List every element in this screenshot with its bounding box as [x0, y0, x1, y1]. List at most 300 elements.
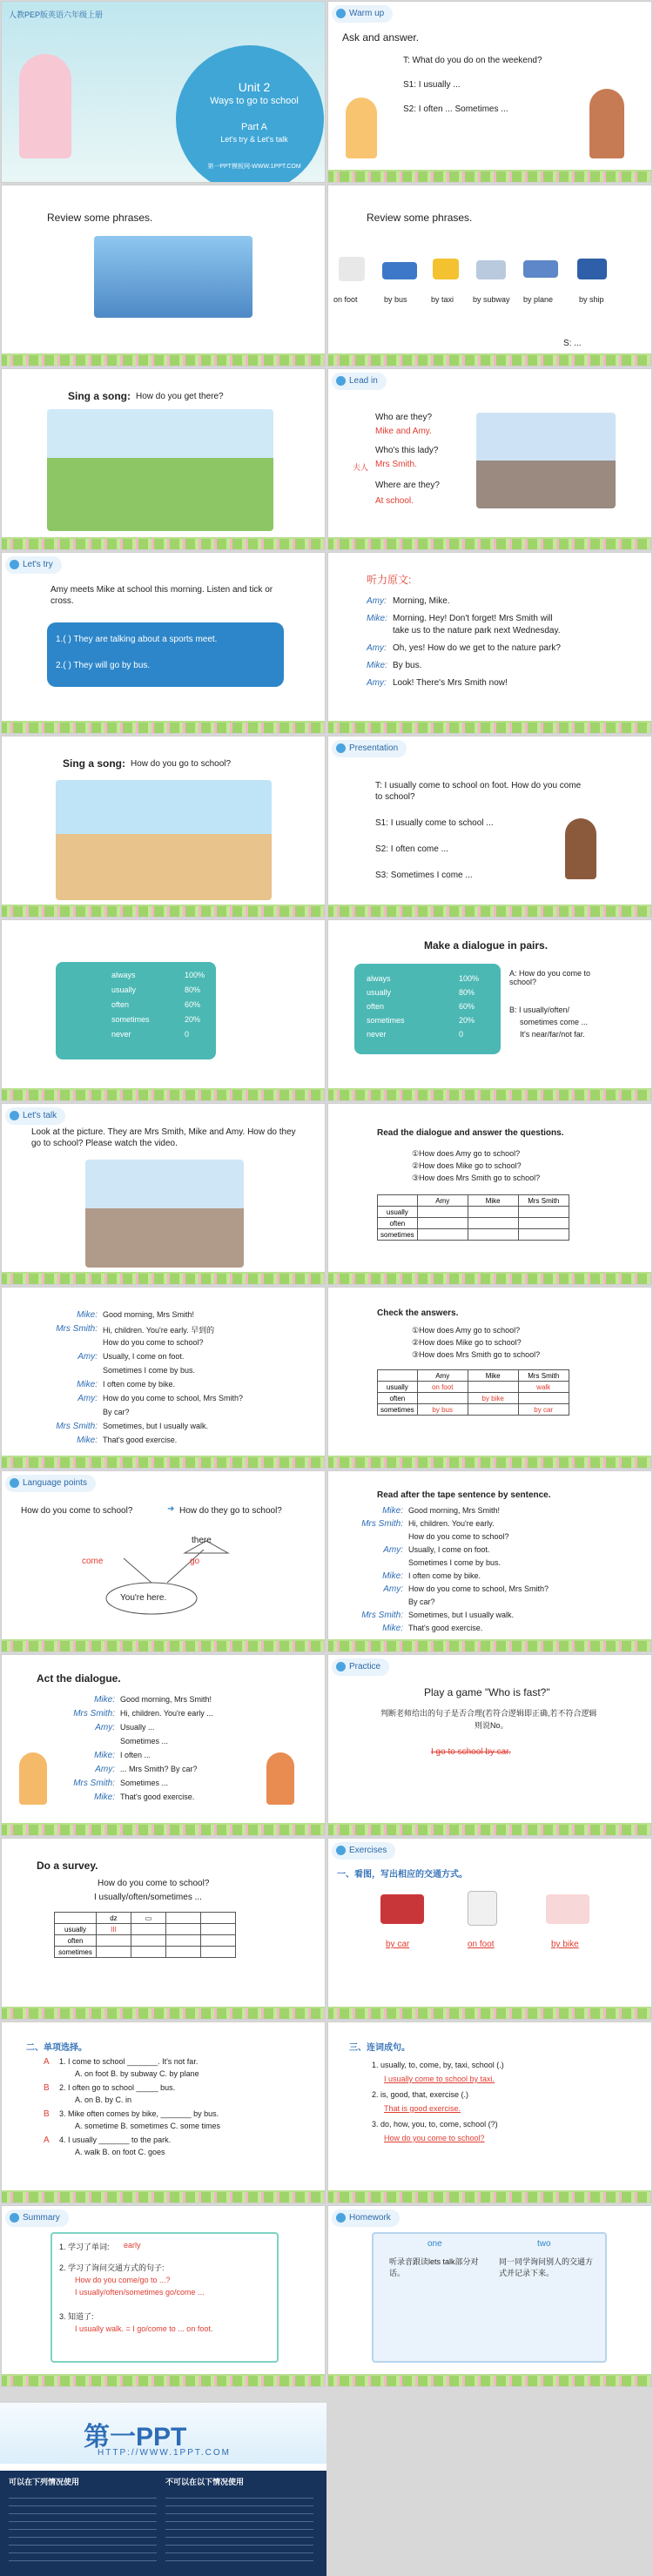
readq-q3: ③How does Mrs Smith go to school? — [412, 1174, 541, 1182]
dialogue-line: Sometimes I come by bus. — [103, 1366, 196, 1375]
choice-section: 二、单项选择。 — [26, 2043, 87, 2053]
check-head-1: Amy — [417, 1370, 468, 1382]
dialogue-speaker: Mike: — [94, 1751, 115, 1760]
grass-border — [328, 1823, 651, 1835]
choice-ans-1: A — [44, 2057, 50, 2067]
footer-url[interactable]: HTTP://WWW.1PPT.COM — [98, 2448, 231, 2458]
cover-source: 第一PPT模板网-WWW.1PPT.COM — [207, 164, 301, 170]
open-book — [372, 2232, 607, 2363]
summary-p2: 2. 学习了询问交通方式的句子: — [59, 2263, 165, 2272]
warmup-teacher-line: T: What do you do on the weekend? — [403, 56, 542, 65]
leadin-tag: Lead in — [332, 373, 387, 390]
pairs-freq-0: always — [367, 974, 391, 983]
subway-icon — [476, 260, 506, 279]
leadin-a1: Mike and Amy. — [375, 427, 432, 436]
freq-pct-4: 0 — [185, 1030, 190, 1039]
practice-tag: Practice — [332, 1658, 389, 1676]
act-title: Act the dialogue. — [37, 1672, 121, 1685]
survey-slide[interactable] — [1, 1838, 326, 2020]
grass-border — [328, 2374, 651, 2386]
script-speaker-2: Mike: — [367, 614, 387, 623]
pairs-freq-4: never — [367, 1030, 387, 1039]
dialogue-line: By car? — [103, 1408, 130, 1416]
script-speaker-1: Amy: — [367, 596, 387, 606]
grass-border — [2, 721, 325, 733]
foot-icon — [468, 1891, 497, 1926]
practice-rule-2: 则说No。 — [475, 1721, 508, 1730]
tape-title: Read after the tape sentence by sentence. — [377, 1490, 551, 1500]
readq-row-2: sometimes — [378, 1229, 418, 1241]
letstalk-intro: Look at the picture. They are Mrs Smith, Mike and Amy. How do they go to school? Please watch the video. — [31, 1127, 296, 1148]
check-r1-2 — [468, 1382, 518, 1393]
script-line-5: Look! There's Mrs Smith now! — [393, 678, 508, 688]
dialogue-line: Usually ... — [120, 1723, 155, 1732]
lang-go: go — [190, 1557, 200, 1566]
footer-allowed-heading: 可以在下列情况使用 — [9, 2478, 80, 2486]
letstry-box — [47, 622, 284, 687]
grass-border — [2, 2374, 325, 2386]
presentation-teacher-line: T: I usually come to school on foot. How do you come to school? — [375, 781, 582, 802]
dialogue-speaker: Mike: — [77, 1310, 98, 1320]
dialogue-speaker: Mike: — [382, 1624, 403, 1633]
check-answers-slide[interactable] — [327, 1287, 652, 1469]
grass-border — [2, 1272, 325, 1284]
warmup-tag: Warm up — [332, 5, 393, 23]
letstry-item-2: 2.( ) They will go by bus. — [56, 661, 151, 670]
grass-border — [2, 537, 325, 549]
check-head-0 — [378, 1370, 418, 1382]
check-r3-2 — [468, 1404, 518, 1416]
presentation-tag: Presentation — [332, 740, 407, 757]
choice-q4-options: A. walk B. on foot C. goes — [75, 2148, 165, 2156]
survey-row-0: usually — [55, 1924, 97, 1935]
check-q1: ①How does Amy go to school? — [412, 1326, 521, 1335]
dialogue-line: Good morning, Mrs Smith! — [408, 1506, 501, 1515]
pairs-b-line-3: It's near/far/not far. — [520, 1030, 585, 1039]
ship-icon — [577, 259, 607, 279]
readq-title: Read the dialogue and answer the questions. — [377, 1128, 564, 1138]
song2-label: Sing a song: — [63, 757, 125, 770]
language-points-slide[interactable] — [1, 1470, 326, 1652]
dialogue-speaker: Mike: — [382, 1506, 403, 1516]
grass-border — [328, 905, 651, 917]
dialogue-speaker: Mrs Smith: — [56, 1422, 98, 1431]
review-slide-2[interactable] — [327, 185, 652, 367]
script-line-3: Oh, yes! How do we get to the nature park? — [393, 643, 561, 653]
footer-brand: 第一PPT — [84, 2423, 187, 2452]
pairs-pct-1: 80% — [459, 988, 475, 997]
dialogue-line: Hi, children. You're early. 早到的 — [103, 1326, 215, 1335]
lang-here: You're here. — [120, 1593, 167, 1603]
phrase-5: by ship — [579, 295, 604, 304]
dialogue-speaker: Amy: — [77, 1352, 98, 1362]
phrase-3: by subway — [473, 295, 510, 304]
bus-icon — [382, 262, 417, 279]
freq-word-2: often — [111, 1000, 130, 1009]
cover-part: Part A — [241, 122, 267, 132]
dialogue-speaker: Mike: — [382, 1571, 403, 1581]
readq-row-1: often — [378, 1218, 418, 1229]
lang-come: come — [82, 1557, 104, 1566]
pairs-a-line: A: How do you come to school? — [509, 969, 591, 986]
act-slide[interactable] — [1, 1654, 326, 1836]
readq-table — [377, 1194, 569, 1241]
song2-question: How do you go to school? — [131, 759, 232, 769]
warmup-title: Ask and answer. — [342, 31, 420, 44]
exercise-answer-2: on foot — [468, 1940, 495, 1949]
song2-video[interactable] — [56, 780, 272, 900]
summary-p3: 3. 知道了: — [59, 2312, 94, 2321]
dialogue-speaker: Mike: — [94, 1792, 115, 1802]
lang-q2: How do they go to school? — [179, 1506, 282, 1516]
pairs-pct-4: 0 — [459, 1030, 464, 1039]
reorder-a2: That is good exercise. — [384, 2104, 461, 2113]
song1-question: How do you get there? — [136, 392, 224, 401]
review-slide-1[interactable] — [1, 185, 326, 367]
dialogue-line: Hi, children. You're early ... — [120, 1709, 213, 1718]
pairs-pct-3: 20% — [459, 1016, 475, 1025]
freq-pct-0: 100% — [185, 971, 205, 979]
letstry-item-1: 1.( ) They are talking about a sports meet. — [56, 635, 218, 644]
dialogue-speaker: Mrs Smith: — [56, 1324, 98, 1334]
letstalk-tag: Let's talk — [5, 1107, 65, 1125]
grass-border — [328, 1272, 651, 1284]
choice-q4: 4. I usually _______ to the park. — [59, 2135, 172, 2144]
dialogue-line: Good morning, Mrs Smith! — [103, 1310, 195, 1319]
song1-label: Sing a song: — [68, 390, 131, 402]
grass-border — [328, 537, 651, 549]
footer-disallowed-heading: 不可以在以下情况使用 — [165, 2478, 245, 2486]
readq-head-3: Mrs Smith — [518, 1195, 569, 1207]
dialogue-line: Usually, I come on foot. — [103, 1352, 185, 1361]
dialogue-line: I often come by bike. — [103, 1380, 176, 1389]
lang-tag: Language points — [5, 1475, 96, 1492]
tape-slide[interactable] — [327, 1470, 652, 1652]
freq-word-0: always — [111, 971, 136, 979]
dialogue-line: How do you come to school? — [103, 1338, 204, 1347]
choice-q1-options: A. on foot B. by subway C. by plane — [75, 2069, 199, 2078]
cover-part-sub: Let's try & Let's talk — [220, 135, 288, 144]
letstalk-video[interactable] — [85, 1160, 244, 1268]
pairs-title: Make a dialogue in pairs. — [424, 939, 549, 952]
grass-border — [2, 353, 325, 366]
dialogue-line: That's good exercise. — [408, 1624, 483, 1632]
car-icon — [380, 1894, 424, 1924]
script-line-4: By bus. — [393, 661, 422, 670]
dialogue-line: How do you come to school? — [408, 1532, 509, 1541]
script-line-2b: take us to the nature park next Wednesday. — [393, 626, 561, 636]
footer-allowed-list — [9, 2493, 157, 2563]
reorder-slide[interactable] — [327, 2021, 652, 2203]
grass-border — [328, 721, 651, 733]
phrase-4: by plane — [523, 295, 554, 304]
dialogue-line: Hi, children. You're early. — [408, 1519, 495, 1528]
leadin-q1: Who are they? — [375, 413, 433, 422]
check-head-3: Mrs Smith — [518, 1370, 569, 1382]
warmup-s2-line: S2: I often ... Sometimes ... — [403, 104, 508, 114]
dialogue-line: Sometimes I come by bus. — [408, 1558, 502, 1567]
survey-table — [54, 1912, 236, 1958]
grass-border — [328, 170, 651, 182]
pairs-freq-2: often — [367, 1002, 385, 1011]
cover-unit: Unit 2 — [238, 80, 271, 94]
readq-q1: ①How does Amy go to school? — [412, 1149, 521, 1158]
dialogue-speaker: Mrs Smith: — [361, 1519, 403, 1529]
grass-border — [328, 1456, 651, 1468]
dialogue-line: How do you come to school, Mrs Smith? — [103, 1394, 244, 1402]
survey-row-2: sometimes — [55, 1947, 97, 1958]
leadin-q2: Who's this lady? — [375, 446, 439, 455]
homework-two: two — [537, 2239, 551, 2249]
dialogue-speaker: Amy: — [95, 1765, 115, 1774]
dialogue-line: Sometimes ... — [120, 1779, 169, 1787]
dialogue-line: Sometimes ... — [120, 1737, 169, 1745]
check-r2-3 — [518, 1393, 569, 1404]
dialogue-line: Usually, I come on foot. — [408, 1545, 490, 1554]
grass-border — [2, 905, 325, 917]
exercise-answer-1: by car — [386, 1940, 410, 1949]
reorder-q3: 3. do, how, you, to, come, school (?) — [372, 2120, 498, 2129]
homework-one: one — [427, 2239, 442, 2249]
bunny-illustration — [19, 54, 71, 158]
dialogue-line: ... Mrs Smith? By car? — [120, 1765, 198, 1773]
leadin-slide[interactable] — [327, 368, 652, 550]
script-line-2: Morning. Hey! Don't forget! Mrs Smith will — [393, 614, 553, 623]
dialogue-line: That's good exercise. — [103, 1436, 178, 1444]
dialogue-speaker: Mike: — [77, 1380, 98, 1389]
freq-word-4: never — [111, 1030, 131, 1039]
homework-tag: Homework — [332, 2209, 400, 2227]
grass-border — [2, 1639, 325, 1651]
phrase-1: by bus — [384, 295, 407, 304]
pairs-slide[interactable] — [327, 919, 652, 1101]
lang-diagram — [54, 1523, 246, 1619]
summary-p3a: I usually walk. = I go/come to ... on foot. — [75, 2324, 213, 2333]
phrase-0: on foot — [333, 295, 358, 304]
dialogue-speaker: Mike: — [77, 1436, 98, 1445]
pairs-b-line-2: sometimes come ... — [520, 1018, 589, 1026]
choice-ans-3: B — [44, 2109, 50, 2119]
leadin-a3: At school. — [375, 496, 414, 506]
exercise-answer-3: by bike — [551, 1940, 579, 1949]
presentation-s2: S2: I often come ... — [375, 844, 448, 854]
check-r2-0: often — [378, 1393, 418, 1404]
review-title-2: Review some phrases. — [367, 212, 473, 224]
survey-question: How do you come to school? — [98, 1879, 210, 1888]
freq-pct-2: 60% — [185, 1000, 201, 1009]
choice-q2: 2. I often go to school _____ bus. — [59, 2083, 176, 2092]
footer-disallowed-list — [165, 2493, 313, 2563]
choice-q1: 1. I come to school _______. It's not far. — [59, 2057, 199, 2066]
check-table — [377, 1369, 569, 1416]
lang-there: there — [192, 1536, 212, 1545]
read-questions-slide[interactable] — [327, 1103, 652, 1285]
exercises-slide[interactable] — [327, 1838, 652, 2020]
phrase-2: by taxi — [431, 295, 454, 304]
check-r1-0: usually — [378, 1382, 418, 1393]
survey-title: Do a survey. — [37, 1860, 98, 1872]
script-slide[interactable] — [327, 552, 652, 734]
taxi-icon — [433, 259, 459, 279]
reorder-a3: How do you come to school? — [384, 2134, 485, 2142]
pairs-pct-2: 60% — [459, 1002, 475, 1011]
check-head-2: Mike — [468, 1370, 518, 1382]
dialogue-speaker: Mrs Smith: — [73, 1779, 115, 1788]
choice-ans-2: B — [44, 2083, 50, 2093]
freq-word-3: sometimes — [111, 1015, 150, 1024]
cover-unit-title: Ways to go to school — [210, 96, 299, 106]
arrow-right-icon: ➜ — [167, 1504, 175, 1514]
pairs-pct-0: 100% — [459, 974, 480, 983]
letstry-slide[interactable] — [1, 552, 326, 734]
check-r3-3: by car — [518, 1404, 569, 1416]
check-r2-1 — [417, 1393, 468, 1404]
grass-border — [328, 1639, 651, 1651]
footer-ad[interactable] — [0, 2403, 326, 2576]
grass-border — [328, 2007, 651, 2019]
check-q3: ③How does Mrs Smith go to school? — [412, 1350, 541, 1359]
summary-p2b: I usually/often/sometimes go/come ... — [75, 2288, 205, 2297]
script-line-1: Morning, Mike. — [393, 596, 450, 606]
reorder-section: 三、连词成句。 — [349, 2043, 410, 2053]
survey-row-1: often — [55, 1935, 97, 1947]
review-title-1: Review some phrases. — [47, 212, 153, 224]
plane-icon — [523, 260, 558, 278]
reorder-q1: 1. usually, to, come, by, taxi, school (.) — [372, 2061, 504, 2069]
homework-slide[interactable] — [327, 2205, 652, 2387]
summary-p1a: early — [124, 2241, 141, 2250]
dialogue-slide[interactable] — [1, 1287, 326, 1469]
summary-p1: 1. 学习了单词: — [59, 2243, 110, 2251]
teacher-figure — [565, 818, 596, 879]
boy-illustration — [266, 1752, 294, 1805]
presentation-s1: S1: I usually come to school ... — [375, 818, 494, 828]
reorder-a1: I usually come to school by taxi. — [384, 2075, 495, 2083]
summary-tag: Summary — [5, 2209, 69, 2227]
check-r3-1: by bus — [417, 1404, 468, 1416]
homework-one-text: 听录音跟读lets talk部分对话。 — [389, 2257, 479, 2277]
dialogue-speaker: Mrs Smith: — [361, 1611, 403, 1620]
grass-border — [2, 2007, 325, 2019]
letstry-intro: Amy meets Mike at school this morning. Listen and tick or cross. — [50, 585, 273, 606]
grass-border — [2, 1823, 325, 1835]
leadin-q3: Where are they? — [375, 481, 440, 490]
check-r2-2: by bike — [468, 1393, 518, 1404]
practice-rule-1: 判断老师给出的句子是否合理(若符合逻辑即正确,若不符合逻辑 — [380, 1709, 597, 1718]
grass-border — [2, 2190, 325, 2203]
dialogue-speaker: Amy: — [383, 1545, 403, 1555]
presentation-s3: S3: Sometimes I come ... — [375, 871, 473, 880]
presentation-slide[interactable] — [327, 736, 652, 918]
bike-icon: ǳ — [97, 1913, 131, 1924]
review-s-line: S: ... — [563, 339, 582, 348]
bus-icon: ▭ — [131, 1913, 166, 1924]
grass-border — [2, 1456, 325, 1468]
dialogue-line: Sometimes, but I usually walk. — [408, 1611, 515, 1619]
readq-row-0: usually — [378, 1207, 418, 1218]
summary-p2a: How do you come/go to ...? — [75, 2276, 171, 2284]
warmup-slide[interactable] — [327, 1, 652, 183]
script-title: 听力原文: — [367, 574, 412, 586]
dialogue-line: By car? — [408, 1597, 435, 1606]
song-slide-2[interactable] — [1, 736, 326, 918]
dialogue-line: Sometimes, but I usually walk. — [103, 1422, 209, 1430]
freq-pct-3: 20% — [185, 1015, 201, 1024]
reorder-q2: 2. is, good, that, exercise (.) — [372, 2090, 469, 2099]
check-r3-0: sometimes — [378, 1404, 418, 1416]
leadin-a2: Mrs Smith. — [375, 460, 417, 469]
check-r1-1: on foot — [417, 1382, 468, 1393]
dialogue-speaker: Mrs Smith: — [73, 1709, 115, 1718]
check-r1-3: walk — [518, 1382, 569, 1393]
script-speaker-5: Amy: — [367, 678, 387, 688]
check-title: Check the answers. — [377, 1308, 459, 1318]
choice-ans-4: A — [44, 2135, 50, 2145]
leadin-picture — [476, 413, 616, 508]
readq-head-2: Mike — [468, 1195, 518, 1207]
dialogue-line: That's good exercise. — [120, 1792, 195, 1801]
choice-q3: 3. Mike often comes by bike, _______ by bus. — [59, 2109, 219, 2118]
warmup-s1-line: S1: I usually ... — [403, 80, 461, 90]
practice-title: Play a game "Who is fast?" — [424, 1686, 550, 1698]
grass-border — [328, 1088, 651, 1100]
pairs-freq-3: sometimes — [367, 1016, 405, 1025]
pairs-b-line-1: B: I usually/often/ — [509, 1006, 570, 1014]
readq-q2: ②How does Mike go to school? — [412, 1161, 522, 1170]
dialogue-speaker: Amy: — [383, 1584, 403, 1594]
bike-icon — [546, 1894, 589, 1924]
foot-icon — [339, 257, 365, 281]
letstry-tag: Let's try — [5, 556, 62, 574]
survey-tally: III — [97, 1924, 131, 1935]
dialogue-line: Good morning, Mrs Smith! — [120, 1695, 212, 1704]
summary-slide[interactable] — [1, 2205, 326, 2387]
letstalk-slide[interactable] — [1, 1103, 326, 1285]
vehicles-picture — [94, 236, 252, 318]
dialogue-line: How do you come to school, Mrs Smith? — [408, 1584, 549, 1593]
freq-pct-1: 80% — [185, 985, 201, 994]
song-slide-1[interactable] — [1, 368, 326, 550]
choice-q2-options: A. on B. by C. in — [75, 2095, 132, 2104]
grass-border — [328, 2190, 651, 2203]
script-speaker-4: Mike: — [367, 661, 387, 670]
lang-q1: How do you come to school? — [21, 1506, 133, 1516]
leadin-note: 夫人 — [353, 463, 369, 472]
cover-publisher: 人教PEP版英语六年级上册 — [9, 10, 104, 19]
dialogue-speaker: Mike: — [94, 1695, 115, 1705]
pairs-freq-1: usually — [367, 988, 392, 997]
homework-two-text: 同一同学询问别人的交通方式并记录下来。 — [499, 2257, 594, 2277]
dialogue-speaker: Amy: — [95, 1723, 115, 1732]
teacher-illustration — [589, 89, 624, 158]
exercises-tag: Exercises — [332, 1842, 395, 1860]
girl-illustration — [19, 1752, 47, 1805]
dialogue-speaker: Amy: — [77, 1394, 98, 1403]
choice-slide[interactable] — [1, 2021, 326, 2203]
exercises-section: 一、看图，写出相应的交通方式。 — [337, 1870, 468, 1880]
check-q2: ②How does Mike go to school? — [412, 1338, 522, 1347]
dialogue-line: I often come by bike. — [408, 1571, 481, 1580]
song1-video[interactable] — [47, 409, 273, 531]
script-speaker-3: Amy: — [367, 643, 387, 653]
frequency-slide[interactable] — [1, 919, 326, 1101]
readq-head-1: Amy — [417, 1195, 468, 1207]
grass-border — [328, 353, 651, 366]
practice-game-sentence: I go to school by car. — [431, 1747, 511, 1757]
practice-slide[interactable] — [327, 1654, 652, 1836]
survey-answer: I usually/often/sometimes ... — [94, 1893, 202, 1902]
cover-slide[interactable] — [1, 1, 326, 183]
